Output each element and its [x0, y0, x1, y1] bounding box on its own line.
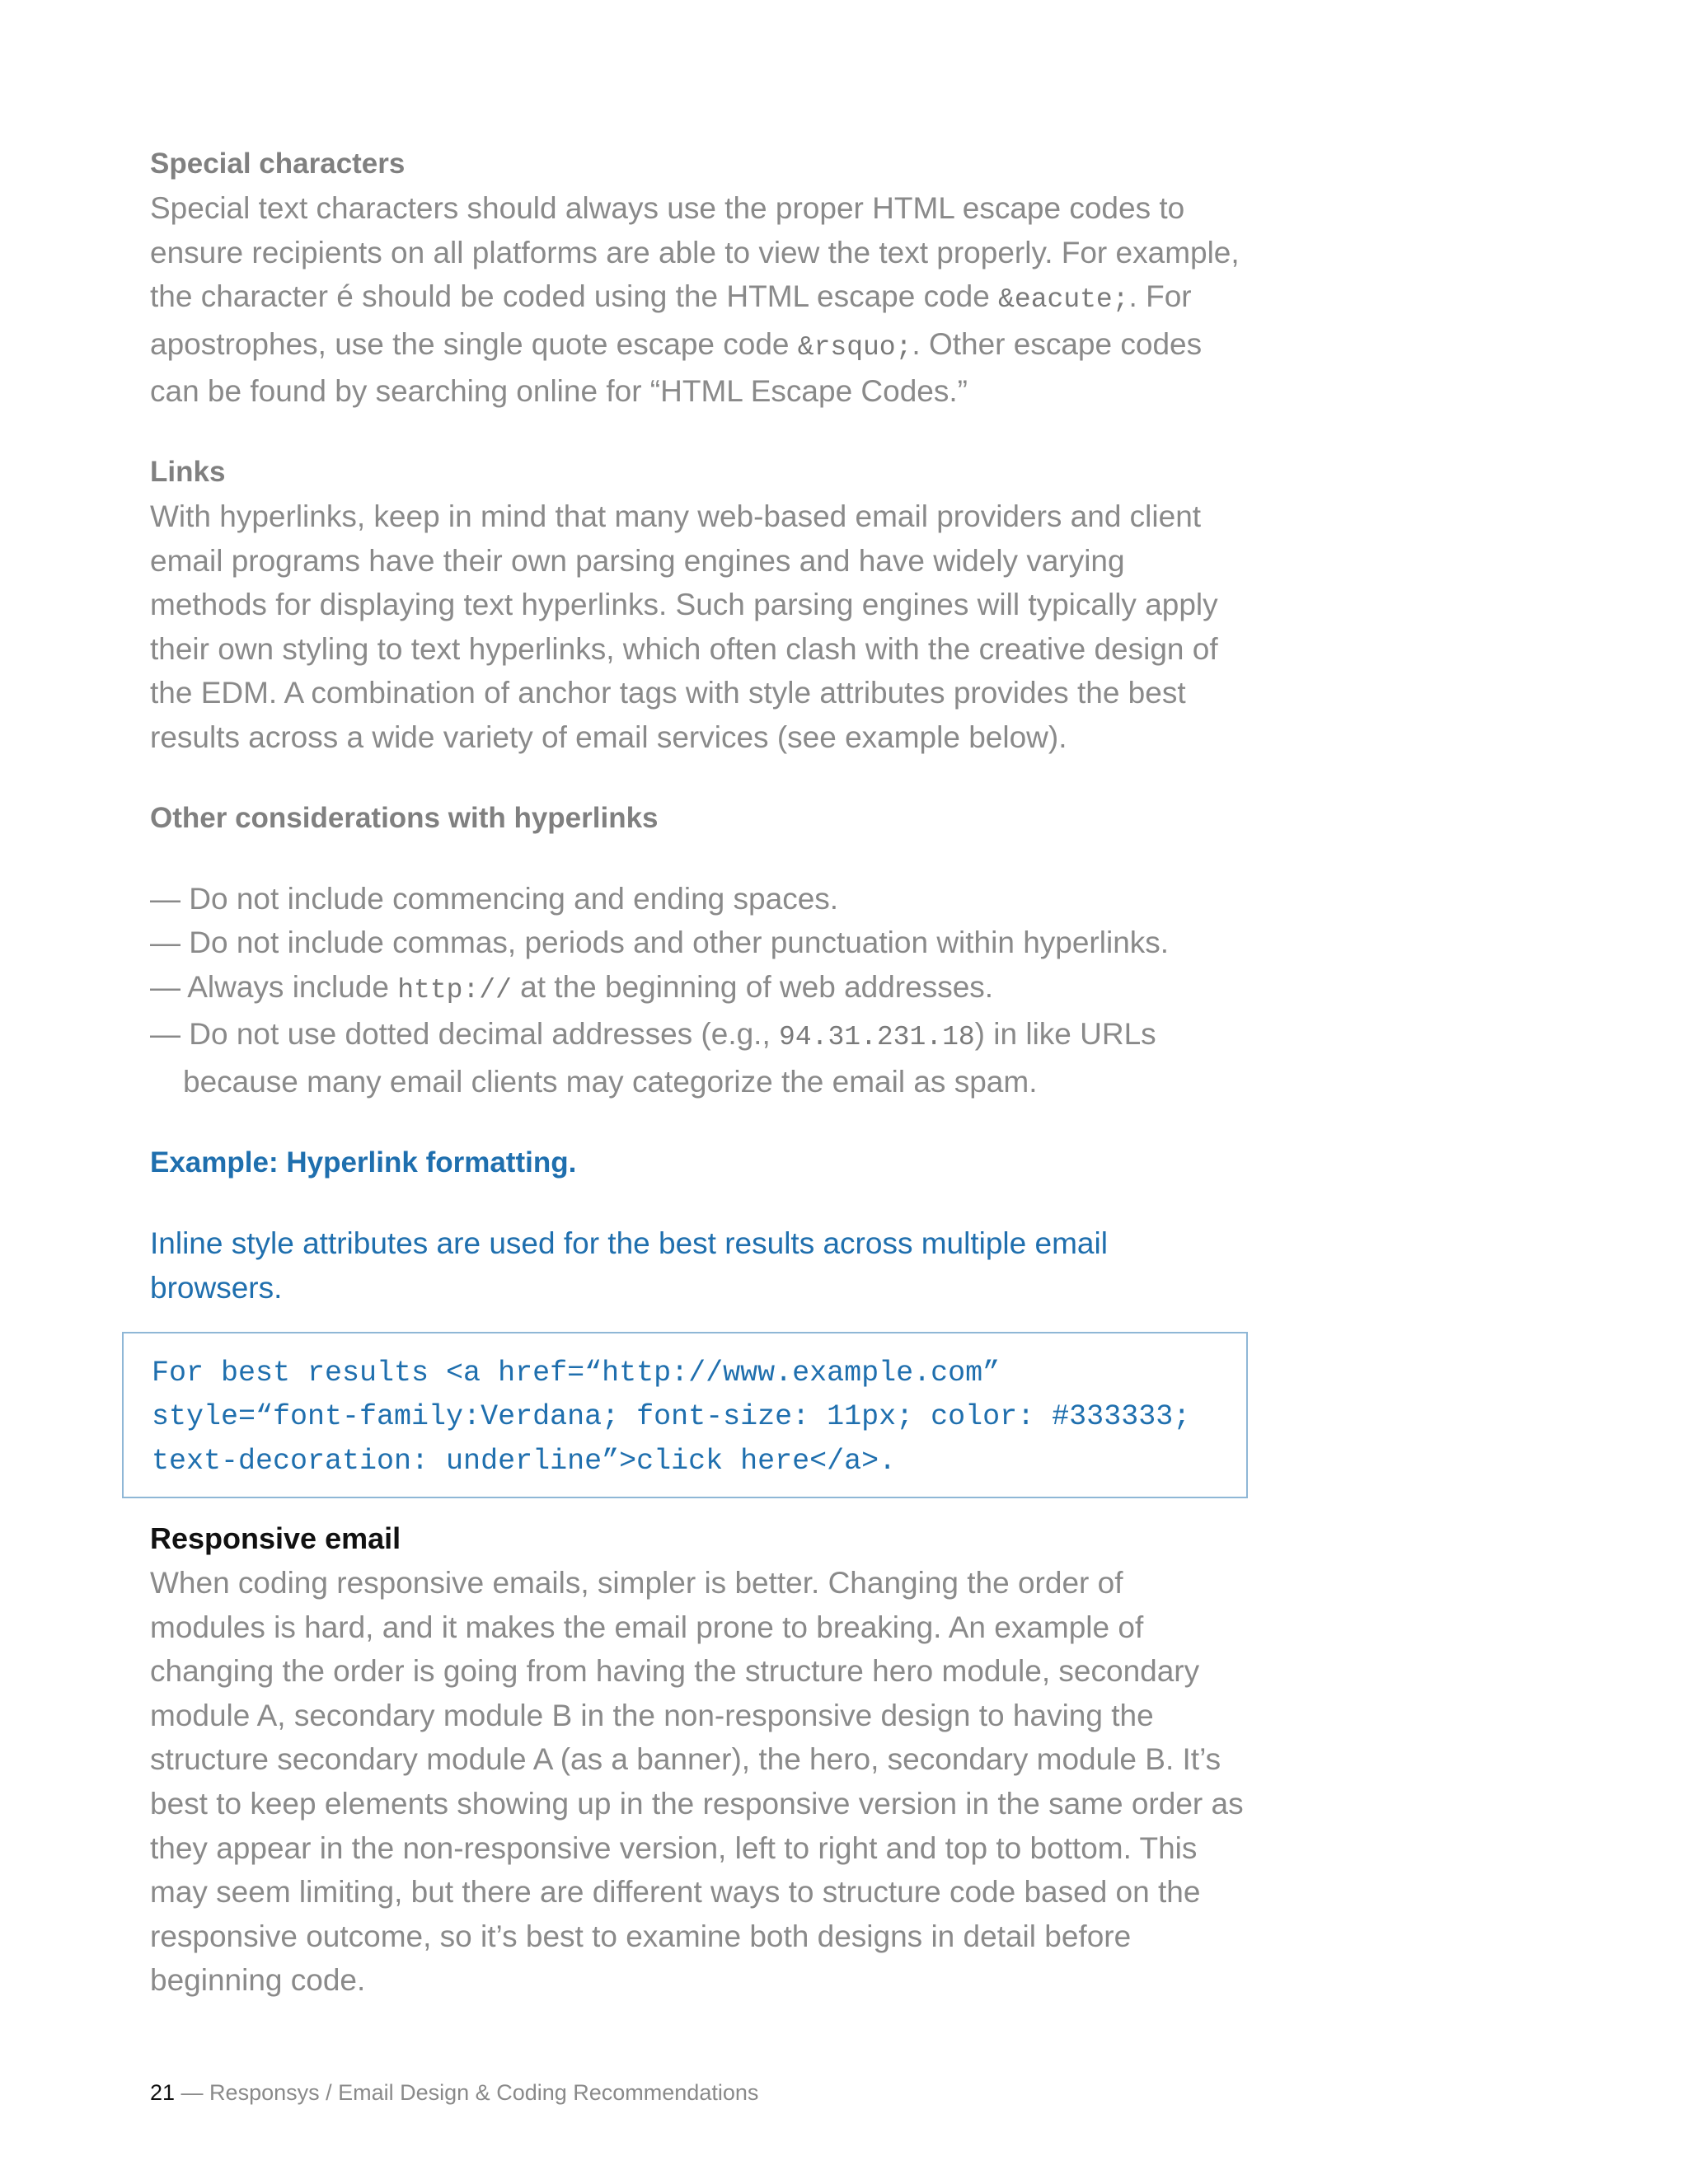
spacer	[150, 1104, 1246, 1141]
ip-address-code: 94.31.231.18	[779, 1022, 975, 1053]
spacer	[150, 1185, 1246, 1221]
links-paragraph: With hyperlinks, keep in mind that many web-based email providers and client email programs have their own parsing engines and have widely varying methods for displaying text hyperlinks. Such parsing engines will typically apply their own styling to text hyperlinks, which often clash with the creative design of the EDM. A combination of anchor tags with style attributes provides the best results across a wide variety of email services (see example below).	[150, 499, 1218, 754]
other-considerations-heading: Other considerations with hyperlinks	[150, 801, 659, 834]
considerations-list	[150, 877, 1246, 1104]
http-code: http://	[397, 974, 512, 1005]
list-item	[150, 921, 1246, 965]
special-text-3: . Other escape codes can be found by searching online for “HTML Escape Codes.”	[150, 326, 1203, 409]
list-item-text: — Do not include commas, periods and other punctuation within hyperlinks.	[150, 926, 1170, 960]
list-item	[150, 1012, 1246, 1104]
list-item	[150, 877, 1246, 921]
responsive-email-paragraph: When coding responsive emails, simpler is better. Changing the order of modules is hard, and it makes the email prone to breaking. An example of changing the order is going from having the structure hero module, secondary module A, secondary module B in the non-responsive design to having the structure secondary module A (as a banner), the hero, secondary module B. It’s best to keep elements showing up in the responsive version in the same order as they appear in the non-responsive version, left to right and top to bottom. This may seem limiting, but there are different ways to structure code based on the responsive outcome, so it’s best to examine both designs in detail before beginning code.	[150, 1566, 1244, 1998]
page-footer	[150, 2079, 758, 2107]
list-item-text: — Do not include commencing and ending spaces.	[150, 881, 839, 916]
page-content	[150, 142, 1246, 2003]
spacer	[150, 760, 1246, 796]
special-characters-heading: Special characters	[150, 148, 406, 180]
special-text-1: Special text characters should always use the proper HTML escape codes to ensure recipients on all platforms are able to view the text properly. For example, the character é should be coded using the HTML escape code	[150, 191, 1240, 314]
list-item-text: at the beginning of web addresses.	[511, 969, 994, 1004]
list-item	[150, 965, 1246, 1013]
responsive-email-heading: Responsive email	[150, 1521, 401, 1555]
list-item-text: ) in like URLs because many email clients may categorize the email as spam.	[183, 1017, 1156, 1099]
eacute-code: &eacute;	[998, 284, 1129, 316]
spacer	[150, 414, 1246, 450]
special-characters-paragraph	[150, 186, 1246, 414]
example-heading: Example: Hyperlink formatting.	[150, 1146, 577, 1179]
links-heading: Links	[150, 455, 226, 488]
spacer	[150, 841, 1246, 877]
page-number: 21	[150, 2080, 176, 2105]
code-example-box	[122, 1332, 1248, 1499]
list-item-text: — Do not use dotted decimal addresses (e.g.,	[150, 1017, 780, 1052]
list-item-text: — Always include	[150, 969, 398, 1004]
code-example: For best results <a href=“http://www.example.com” style=“font-family:Verdana; font-size: 11px; color: #333333; text-decoration: underline”>click here</a>.	[152, 1356, 1191, 1478]
footer-text: — Responsys / Email Design & Coding Recommendations	[175, 2080, 759, 2105]
rsquo-code: &rsquo;	[797, 331, 912, 363]
example-caption: Inline style attributes are used for the best results across multiple email browsers.	[150, 1226, 1108, 1305]
special-text-2: . For apostrophes, use the single quote escape code	[150, 279, 1192, 361]
